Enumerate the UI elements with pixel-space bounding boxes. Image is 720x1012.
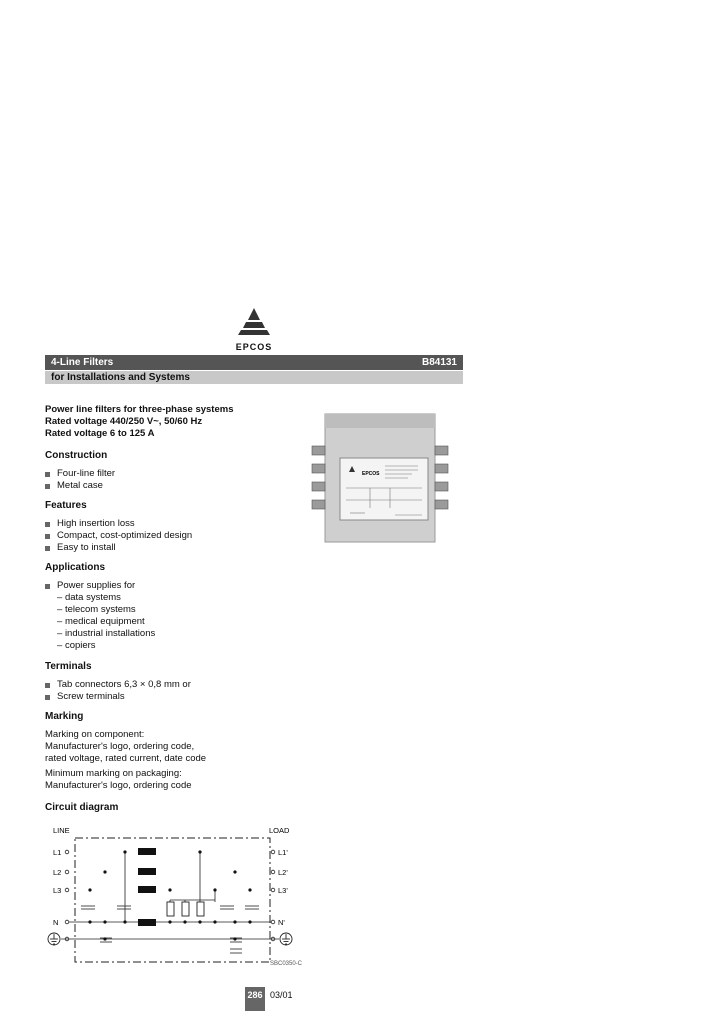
terminal-label: N <box>53 918 59 927</box>
sub-list-item: – copiers <box>57 640 96 651</box>
choke-windings <box>138 848 156 926</box>
marking-line: Marking on component: <box>45 729 145 740</box>
bullet-icon <box>45 472 50 477</box>
edition-date: 03/01 <box>270 990 293 1000</box>
sub-list-item: – medical equipment <box>57 616 145 627</box>
terminal-label: L1 <box>53 848 62 857</box>
list-item: High insertion loss <box>45 518 305 530</box>
applications-section <box>45 562 305 652</box>
page-number: 286 <box>245 987 265 1011</box>
product-photo <box>310 408 465 548</box>
terminal-label: L2' <box>278 868 288 877</box>
intro-block <box>45 404 305 440</box>
diagram-code: SBC0350-C <box>270 961 303 967</box>
ordering-code: B84131 <box>421 357 457 368</box>
junction-dots <box>88 850 251 940</box>
circuit-diagram <box>45 822 305 964</box>
list-item: Tab connectors 6,3 × 0,8 mm or <box>45 679 305 691</box>
bullet-icon <box>45 546 50 551</box>
features-heading: Features <box>45 500 87 511</box>
list-item: Metal case <box>45 480 305 492</box>
product-label <box>340 458 428 520</box>
marking-section <box>45 711 305 792</box>
terminals-heading: Terminals <box>45 661 92 672</box>
line-label: LINE <box>53 826 70 835</box>
applications-heading: Applications <box>45 562 106 573</box>
intro-line: Rated voltage 440/250 V~, 50/60 Hz <box>45 416 203 427</box>
resistors <box>167 902 204 916</box>
terminal-label: L3' <box>278 886 288 895</box>
construction-section <box>45 450 305 492</box>
marking-line: rated voltage, rated current, date code <box>45 753 207 764</box>
epcos-logo-icon <box>232 306 276 336</box>
section-title-bar <box>45 355 463 370</box>
load-label: LOAD <box>269 826 290 835</box>
bullet-icon <box>45 683 50 688</box>
list-item: Four-line filter <box>45 468 305 480</box>
bullet-icon <box>45 584 50 589</box>
terminals-section <box>45 661 305 703</box>
bullet-icon <box>45 484 50 489</box>
bullet-icon <box>45 534 50 539</box>
capacitors <box>81 906 259 953</box>
label-brand: EPCOS <box>362 471 380 477</box>
sub-list-item: – data systems <box>57 592 121 603</box>
circuit-heading: Circuit diagram <box>45 802 119 813</box>
marking-line: Manufacturer's logo, ordering code <box>45 780 192 791</box>
terminals <box>65 850 275 941</box>
intro-line: Rated voltage 6 to 125 A <box>45 428 155 439</box>
bullet-icon <box>45 695 50 700</box>
bullet-icon <box>45 522 50 527</box>
terminal-label: L2 <box>53 868 62 877</box>
case-top-edge <box>325 414 435 428</box>
features-section <box>45 500 305 554</box>
marking-line: Minimum marking on packaging: <box>45 768 182 779</box>
page-title: 4-Line Filters <box>51 357 114 368</box>
terminal-label: L3 <box>53 886 62 895</box>
list-item: Compact, cost-optimized design <box>45 530 305 542</box>
marking-line: Manufacturer's logo, ordering code, <box>45 741 195 752</box>
intro-line: Power line filters for three-phase systems <box>45 404 234 415</box>
subtitle-bar: for Installations and Systems <box>45 371 463 384</box>
terminal-label: N' <box>278 918 285 927</box>
epcos-logo <box>232 306 276 352</box>
list-item: Screw terminals <box>45 691 305 703</box>
sub-list-item: – telecom systems <box>57 604 136 615</box>
construction-heading: Construction <box>45 450 108 461</box>
list-item: Power supplies for <box>45 580 305 592</box>
marking-heading: Marking <box>45 711 84 722</box>
sub-list-item: – industrial installations <box>57 628 156 639</box>
terminal-label: L1' <box>278 848 288 857</box>
list-item: Easy to install <box>45 542 305 554</box>
logo-text: EPCOS <box>235 342 273 352</box>
